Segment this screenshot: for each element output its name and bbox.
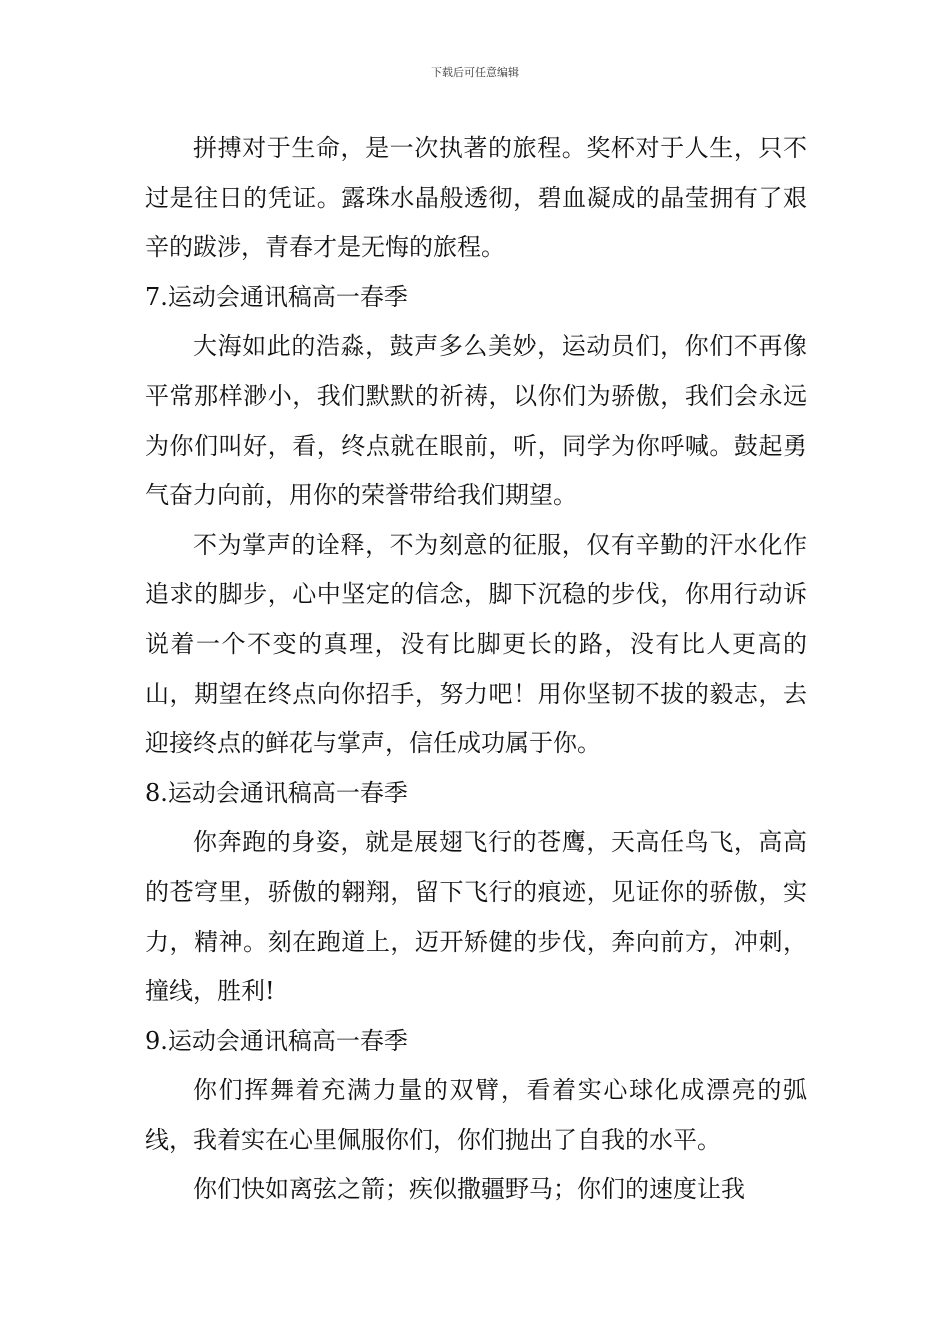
paragraph: 不为掌声的诠释，不为刻意的征服，仅有辛勤的汗水化作追求的脚步，心中坚定的信念，脚下沉稳的步伐，你用行动诉说着一个不变的真理，没有比脚更长的路，没有比人更高的山，期望在终点向你招手，努力吧！用你坚韧不拔的毅志，去迎接终点的鲜花与掌声，信任成功属于你。 bbox=[145, 530, 807, 758]
paragraph: 你奔跑的身姿，就是展翅飞行的苍鹰，天高任鸟飞，高高的苍穹里，骄傲的翱翔，留下飞行的痕迹，见证你的骄傲，实力，精神。刻在跑道上，迈开矫健的步伐，奔向前方，冲刺，撞线，胜利! bbox=[145, 828, 807, 1006]
paragraph: 大海如此的浩淼，鼓声多么美妙，运动员们，你们不再像平常那样渺小，我们默默的祈祷，以你们为骄傲，我们会永远为你们叫好，看，终点就在眼前，听，同学为你呼喊。鼓起勇气奋力向前，用你的荣誉带给我们期望。 bbox=[145, 332, 807, 510]
document-body bbox=[145, 124, 807, 1215]
section-heading: 8.运动会通讯稿高一春季 bbox=[145, 778, 408, 807]
paragraph: 你们挥舞着充满力量的双臂，看着实心球化成漂亮的弧线，我着实在心里佩服你们，你们抛出了自我的水平。 bbox=[145, 1076, 807, 1154]
paragraph: 你们快如离弦之箭；疾似撒疆野马；你们的速度让我 bbox=[193, 1175, 745, 1204]
paragraph: 拼搏对于生命，是一次执著的旅程。奖杯对于人生，只不过是往日的凭证。露珠水晶般透彻，碧血凝成的晶莹拥有了艰辛的跋涉，青春才是无悔的旅程。 bbox=[145, 134, 807, 262]
section-heading: 7.运动会通讯稿高一春季 bbox=[145, 282, 408, 311]
section-heading: 9.运动会通讯稿高一春季 bbox=[145, 1026, 408, 1055]
page-header-note: 下载后可任意编辑 bbox=[431, 66, 519, 79]
